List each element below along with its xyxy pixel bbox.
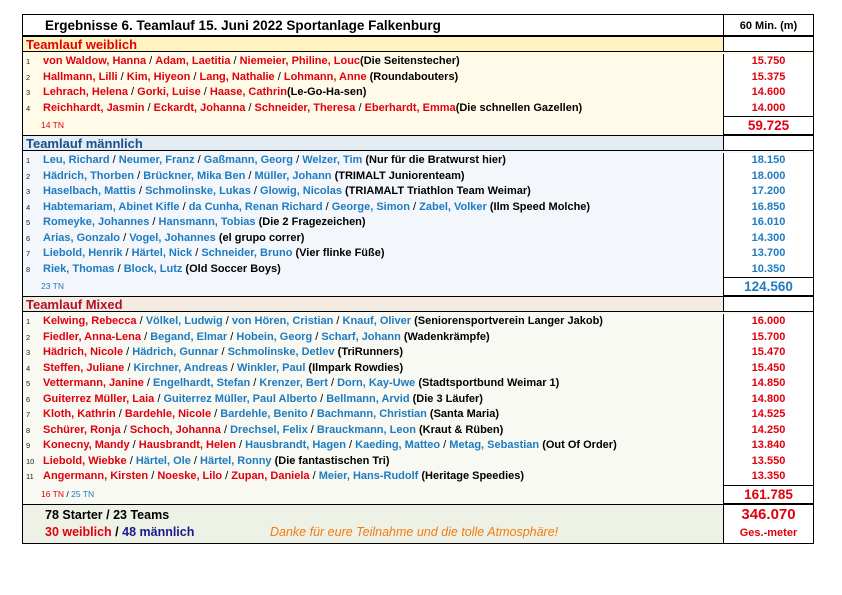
distance-value: 13.700 xyxy=(723,246,813,262)
distance-value: 15.750 xyxy=(723,54,813,70)
rank-number: 9 xyxy=(26,441,31,450)
team-name: (Kraut & Rüben) xyxy=(415,423,504,436)
runner-separator: / xyxy=(222,470,232,482)
runner-separator: / xyxy=(309,470,319,482)
result-row xyxy=(23,392,813,408)
runner-name: Meier, Hans-Rudolf xyxy=(318,470,419,482)
rank-number: 2 xyxy=(26,72,31,82)
runner-separator: / xyxy=(144,101,154,114)
runner-separator: / xyxy=(124,361,134,374)
runner-name: Schneider, Bruno xyxy=(201,247,293,259)
runner-name: Niemeier, Philine, Louc xyxy=(239,55,361,67)
runner-name: Hallmann, Lilli xyxy=(43,70,118,83)
result-team-cell xyxy=(23,101,723,117)
team-name: (Die schnellen Gazellen) xyxy=(455,101,583,114)
result-team-cell xyxy=(23,169,723,185)
sections-container xyxy=(23,36,813,504)
result-team-cell xyxy=(23,454,723,470)
runner-name: Adam, Laetitia xyxy=(155,55,231,67)
team-name: (Vier flinke Füße) xyxy=(292,247,385,259)
team-name: (Wadenkrämpfe) xyxy=(400,330,490,343)
result-team-cell xyxy=(23,215,723,231)
team-name: (Nur für die Bratwurst hier) xyxy=(362,154,506,166)
rank-number: 5 xyxy=(26,218,31,227)
rank-number: 3 xyxy=(26,187,31,196)
runner-separator: / xyxy=(134,169,144,182)
result-row xyxy=(23,169,813,185)
runner-name: von Waldow, Hanna xyxy=(43,55,147,67)
runner-name: Haselbach, Mattis xyxy=(43,185,136,197)
runner-name: Hädrich, Gunnar xyxy=(132,346,219,358)
runner-name: Guiterrez Müller, Paul Alberto xyxy=(163,392,318,405)
rank-number: 6 xyxy=(26,394,31,404)
runner-name: Angermann, Kirsten xyxy=(43,470,149,482)
team-name: (Heritage Speedies) xyxy=(418,470,525,482)
distance-value: 14.525 xyxy=(723,407,813,423)
runner-name: Winkler, Paul xyxy=(237,361,306,374)
rank-number: 2 xyxy=(26,332,31,342)
runner-name: Lehrach, Helena xyxy=(43,86,128,98)
runner-separator: / xyxy=(122,247,132,259)
runner-name: Schürer, Ronja xyxy=(43,423,121,436)
runner-name: Metag, Sebastian xyxy=(449,439,540,451)
runner-separator: / xyxy=(211,408,221,420)
runner-separator: / xyxy=(230,55,240,67)
result-team-cell xyxy=(23,392,723,408)
runner-separator: / xyxy=(190,454,201,467)
result-row xyxy=(23,153,813,169)
result-row xyxy=(23,314,813,330)
runner-name: Schoch, Johanna xyxy=(129,423,221,436)
rank-number: 6 xyxy=(26,233,31,243)
section-body xyxy=(23,312,813,504)
runner-name: Neumer, Franz xyxy=(118,154,195,166)
result-team-cell xyxy=(23,231,723,247)
runner-name: Fiedler, Anna-Lena xyxy=(43,330,142,343)
runner-name: Glowig, Nicolas xyxy=(260,185,342,197)
runner-name: Schmolinske, Detlev xyxy=(227,346,335,358)
runner-separator: / xyxy=(115,408,125,420)
runner-separator: / xyxy=(143,377,154,389)
result-row xyxy=(23,330,813,346)
result-team-cell xyxy=(23,262,723,278)
team-name: (Le-Go-Ha-sen) xyxy=(286,86,367,98)
result-row xyxy=(23,54,813,70)
team-name: (Die fantastischen Tri) xyxy=(271,454,390,467)
rank-number: 3 xyxy=(26,348,31,357)
runner-separator: / xyxy=(322,200,332,213)
team-name: (Santa Maria) xyxy=(426,408,500,420)
result-row xyxy=(23,376,813,392)
runner-name: Lohmann, Anne xyxy=(283,70,367,83)
runner-name: Romeyke, Johannes xyxy=(43,216,150,228)
male-count: 48 männlich xyxy=(122,524,195,539)
runner-name: Eckardt, Johanna xyxy=(153,101,246,114)
team-name: (Ilm Speed Molche) xyxy=(486,200,591,213)
result-row xyxy=(23,407,813,423)
rank-number: 4 xyxy=(26,202,31,212)
runner-name: Noeske, Lilo xyxy=(157,470,223,482)
runner-separator: / xyxy=(245,101,255,114)
runner-separator: / xyxy=(307,408,317,420)
runner-separator: / xyxy=(120,423,130,436)
runner-name: Härtel, Ronny xyxy=(200,454,272,467)
runner-name: Hädrich, Thorben xyxy=(43,169,135,182)
runner-separator: / xyxy=(274,70,284,83)
distance-value: 14.850 xyxy=(723,376,813,392)
result-team-cell xyxy=(23,314,723,330)
runner-separator: / xyxy=(227,361,237,374)
runner-name: Steffen, Juliane xyxy=(43,361,125,374)
distance-value: 10.350 xyxy=(723,262,813,278)
runner-separator: / xyxy=(129,439,139,451)
title-row xyxy=(23,14,813,36)
runner-separator: / xyxy=(317,392,327,405)
result-team-cell xyxy=(23,184,723,200)
runner-name: Welzer, Tim xyxy=(302,154,363,166)
team-name: (Roundabouters) xyxy=(366,70,459,83)
result-team-cell xyxy=(23,345,723,361)
result-team-cell xyxy=(23,330,723,346)
runner-separator: / xyxy=(126,454,136,467)
runner-name: Gaßmann, Georg xyxy=(203,154,294,166)
runner-name: Schneider, Theresa xyxy=(254,101,356,114)
thank-you-note: Danke für eure Teilnahme und die tolle Atmosphäre! xyxy=(270,524,559,539)
runner-separator: / xyxy=(192,247,202,259)
runner-name: Kloth, Kathrin xyxy=(43,408,116,420)
runner-name: da Cunha, Renan Richard xyxy=(188,200,323,213)
runner-name: Hobein, Georg xyxy=(236,330,313,343)
distance-value: 18.000 xyxy=(723,169,813,185)
participant-count-part: 14 TN xyxy=(41,120,64,130)
result-team-cell xyxy=(23,70,723,86)
section-body xyxy=(23,151,813,296)
result-team-cell xyxy=(23,423,723,439)
runner-name: Reichhardt, Jasmin xyxy=(43,101,145,114)
rank-number: 5 xyxy=(26,379,31,388)
result-row xyxy=(23,438,813,454)
runner-separator: / xyxy=(235,439,246,451)
results-sheet xyxy=(22,14,814,544)
distance-value: 14.800 xyxy=(723,392,813,408)
runner-separator: / xyxy=(327,377,338,389)
result-team-cell xyxy=(23,153,723,169)
grand-total-value: 346.070 xyxy=(741,505,796,523)
runner-separator: / xyxy=(120,231,130,244)
runner-name: Brauckmann, Leon xyxy=(316,423,416,436)
runner-name: George, Simon xyxy=(331,200,410,213)
rank-number: 4 xyxy=(26,363,31,373)
distance-value: 16.850 xyxy=(723,200,813,216)
runner-name: Schmolinske, Lukas xyxy=(145,185,251,197)
team-name: (TriRunners) xyxy=(334,346,404,358)
section-title: Teamlauf Mixed xyxy=(26,297,123,311)
section-header-side xyxy=(723,136,813,150)
result-row xyxy=(23,246,813,262)
runner-separator: / xyxy=(222,315,232,327)
rank-number: 7 xyxy=(26,410,31,419)
team-name: (Die Seitenstecher) xyxy=(360,55,460,67)
runner-name: Leu, Richard xyxy=(43,154,110,166)
team-name: (Ilmpark Rowdies) xyxy=(305,361,404,374)
runner-name: Lang, Nathalie xyxy=(199,70,275,83)
runner-name: Kim, Hiyeon xyxy=(126,70,191,83)
runner-name: Engelhardt, Stefan xyxy=(153,377,251,389)
result-row xyxy=(23,454,813,470)
result-row xyxy=(23,200,813,216)
runner-separator: / xyxy=(154,392,164,405)
runner-name: Völkel, Ludwig xyxy=(145,315,223,327)
runner-separator: / xyxy=(179,200,189,213)
result-team-cell xyxy=(23,407,723,423)
team-name: (TRIMALT Juniorenteam) xyxy=(331,169,465,182)
rank-number: 1 xyxy=(26,156,31,165)
team-name: (Die 3 Läufer) xyxy=(409,392,483,405)
distance-value: 18.150 xyxy=(723,153,813,169)
section-summary xyxy=(23,485,813,504)
runner-name: Begand, Elmar xyxy=(150,330,228,343)
rank-number: 7 xyxy=(26,249,31,258)
runner-name: Kelwing, Rebecca xyxy=(43,315,137,327)
section-summary xyxy=(23,116,813,135)
distance-value: 14.600 xyxy=(723,85,813,101)
team-name: (Die 2 Fragezeichen) xyxy=(255,216,366,228)
participant-count-part: 16 TN xyxy=(41,488,64,499)
runner-separator: / xyxy=(146,55,156,67)
distance-value: 16.010 xyxy=(723,215,813,231)
runner-name: Bellmann, Arvid xyxy=(326,392,410,405)
runner-name: Härtel, Nick xyxy=(131,247,193,259)
runner-separator: / xyxy=(117,70,127,83)
runner-name: Härtel, Ole xyxy=(135,454,191,467)
result-team-cell xyxy=(23,54,723,70)
runner-name: Habtemariam, Abinet Kifle xyxy=(43,200,180,213)
runner-name: Vettermann, Janine xyxy=(43,377,144,389)
runner-name: Eberhardt, Emma xyxy=(364,101,456,114)
result-team-cell xyxy=(23,361,723,377)
result-row xyxy=(23,85,813,101)
runner-separator: / xyxy=(190,70,200,83)
runner-name: Müller, Johann xyxy=(254,169,332,182)
runner-name: von Hören, Cristian xyxy=(231,315,334,327)
runner-separator: / xyxy=(127,86,138,98)
runner-name: Knauf, Oliver xyxy=(342,315,412,327)
section-header-side xyxy=(723,297,813,311)
distance-value: 16.000 xyxy=(723,314,813,330)
runner-name: Riek, Thomas xyxy=(43,262,115,275)
distance-value: 13.350 xyxy=(723,469,813,485)
team-name: (Out Of Order) xyxy=(539,439,617,451)
runner-separator: / xyxy=(250,185,261,197)
result-row xyxy=(23,262,813,278)
distance-value: 14.300 xyxy=(723,231,813,247)
participant-count xyxy=(23,485,723,504)
result-row xyxy=(23,70,813,86)
rank-number: 2 xyxy=(26,171,31,181)
runner-name: Hädrich, Nicole xyxy=(43,346,124,358)
runner-name: Brückner, Mika Ben xyxy=(143,169,246,182)
result-team-cell xyxy=(23,438,723,454)
section-body xyxy=(23,52,813,135)
gender-summary xyxy=(45,525,194,539)
runner-separator: / xyxy=(333,315,343,327)
footer-summary xyxy=(23,505,723,543)
result-row xyxy=(23,184,813,200)
result-row xyxy=(23,423,813,439)
count-separator: / xyxy=(111,524,123,539)
result-team-cell xyxy=(23,376,723,392)
section-header xyxy=(23,36,813,52)
runner-separator: / xyxy=(355,101,365,114)
team-name: (el grupo correr) xyxy=(215,231,305,244)
section-total: 161.785 xyxy=(723,485,813,504)
result-row xyxy=(23,215,813,231)
result-team-cell xyxy=(23,246,723,262)
runner-separator: / xyxy=(135,185,146,197)
runner-separator: / xyxy=(293,154,303,166)
section-total: 59.725 xyxy=(723,116,813,135)
rank-number: 1 xyxy=(26,57,31,66)
runner-name: Vogel, Johannes xyxy=(129,231,216,244)
runner-name: Liebold, Henrik xyxy=(43,247,123,259)
runner-separator: / xyxy=(440,439,450,451)
rank-number: 11 xyxy=(26,472,34,481)
runner-separator: / xyxy=(149,216,159,228)
runner-name: Hansmann, Tobias xyxy=(158,216,256,228)
runner-name: Dorn, Kay-Uwe xyxy=(337,377,416,389)
runner-name: Drechsel, Felix xyxy=(230,423,308,436)
distance-value: 13.550 xyxy=(723,454,813,470)
runner-name: Block, Lutz xyxy=(123,262,183,275)
page-title: Ergebnisse 6. Teamlauf 15. Juni 2022 Sportanlage Falkenburg xyxy=(45,18,441,33)
runner-name: Krenzer, Bert xyxy=(259,377,328,389)
rank-number: 3 xyxy=(26,88,31,97)
section-header-side xyxy=(723,37,813,51)
runner-separator: / xyxy=(312,330,322,343)
rank-number: 1 xyxy=(26,317,31,326)
runner-separator: / xyxy=(345,439,356,451)
runner-separator: / xyxy=(409,200,420,213)
result-row xyxy=(23,231,813,247)
runner-name: Arias, Gonzalo xyxy=(43,231,121,244)
runner-name: Zabel, Volker xyxy=(419,200,487,213)
section-title: Teamlauf männlich xyxy=(26,136,143,150)
result-row xyxy=(23,345,813,361)
distance-value: 17.200 xyxy=(723,184,813,200)
runner-name: Zupan, Daniela xyxy=(231,470,310,482)
result-team-cell xyxy=(23,469,723,485)
runner-name: Bachmann, Christian xyxy=(316,408,427,420)
runner-separator: / xyxy=(200,86,210,98)
female-count: 30 weiblich xyxy=(45,524,112,539)
result-team-cell xyxy=(23,85,723,101)
runner-separator: / xyxy=(307,423,317,436)
section-header xyxy=(23,296,813,312)
distance-value: 15.470 xyxy=(723,345,813,361)
team-name: (Stadtsportbund Weimar 1) xyxy=(415,377,560,389)
distance-value: 14.000 xyxy=(723,101,813,117)
runner-separator: / xyxy=(141,330,151,343)
runner-separator: / xyxy=(136,315,146,327)
runner-name: Bardehle, Benito xyxy=(220,408,308,420)
runner-name: Kirchner, Andreas xyxy=(133,361,228,374)
team-name: (TRIAMALT Triathlon Team Weimar) xyxy=(341,185,531,197)
section-header xyxy=(23,135,813,151)
participant-count-part: 25 TN xyxy=(71,488,95,499)
distance-value: 15.375 xyxy=(723,70,813,86)
distance-value: 15.700 xyxy=(723,330,813,346)
team-name: (Old Soccer Boys) xyxy=(182,262,281,275)
runner-name: Bardehle, Nicole xyxy=(124,408,212,420)
result-row xyxy=(23,101,813,117)
grand-total-cell xyxy=(723,505,813,543)
section-title: Teamlauf weiblich xyxy=(26,37,138,51)
participant-count xyxy=(23,277,723,296)
result-row xyxy=(23,361,813,377)
runner-separator: / xyxy=(123,346,133,358)
starters-summary: 78 Starter / 23 Teams xyxy=(45,507,170,522)
runner-name: Kaeding, Matteo xyxy=(355,439,441,451)
section-total: 124.560 xyxy=(723,277,813,296)
distance-value: 15.450 xyxy=(723,361,813,377)
rank-number: 8 xyxy=(26,264,31,274)
runner-name: Liebold, Wiebke xyxy=(43,454,127,467)
result-row xyxy=(23,469,813,485)
runner-name: Konecny, Mandy xyxy=(43,439,130,451)
footer-row xyxy=(23,504,813,544)
runner-separator: / xyxy=(194,154,204,166)
result-team-cell xyxy=(23,200,723,216)
grand-total-label: Ges.-meter xyxy=(739,526,798,539)
runner-name: Scharf, Johann xyxy=(321,330,401,343)
rank-number: 10 xyxy=(26,456,35,466)
runner-separator: / xyxy=(220,423,231,436)
rank-number: 8 xyxy=(26,425,31,435)
team-name: (Seniorensportverein Langer Jakob) xyxy=(411,315,603,327)
runner-name: Hausbrandt, Hagen xyxy=(245,439,346,451)
section-summary xyxy=(23,277,813,296)
runner-separator: / xyxy=(250,377,260,389)
runner-name: Hausbrandt, Helen xyxy=(138,439,236,451)
runner-separator: / xyxy=(245,169,255,182)
runner-separator: / xyxy=(148,470,158,482)
runner-separator: / xyxy=(227,330,237,343)
runner-name: Gorki, Luise xyxy=(137,86,201,98)
runner-name: Guiterrez Müller, Laia xyxy=(43,392,155,405)
distance-value: 13.840 xyxy=(723,438,813,454)
runner-name: Haase, Cathrin xyxy=(209,86,287,98)
runner-separator: / xyxy=(114,262,124,275)
runner-separator: / xyxy=(218,346,228,358)
distance-value: 14.250 xyxy=(723,423,813,439)
participant-count xyxy=(23,116,723,135)
participant-count-part: / xyxy=(64,488,72,499)
unit-header: 60 Min. (m) xyxy=(723,15,813,35)
rank-number: 4 xyxy=(26,103,31,113)
runner-separator: / xyxy=(109,154,119,166)
participant-count-part: 23 TN xyxy=(41,281,64,291)
